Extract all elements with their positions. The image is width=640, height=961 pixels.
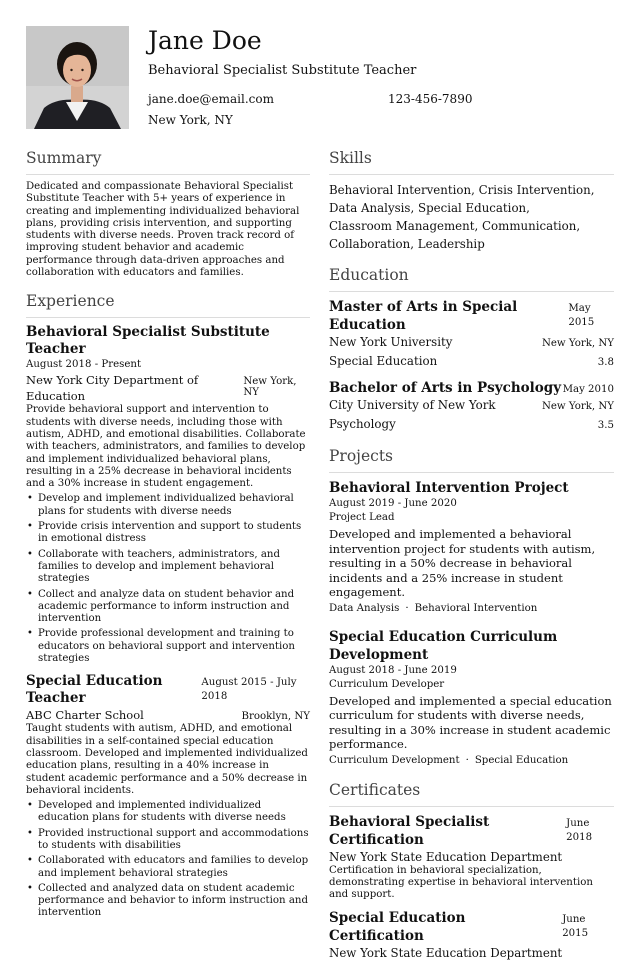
certificate-description: Certification in behavioral specialization, demonstrating expertise in behavioral intervention and support. (329, 864, 593, 901)
project-tag: Data Analysis (329, 602, 400, 614)
project-dates: August 2018 - June 2019 (329, 664, 457, 676)
job-description: Provide behavioral support and intervention to students with diverse needs, including those with autism, ADHD, and emotional disabilities. Collaborate with teachers, administrators, and families to develop and implement individualized behavioral plans, resulting in a 25% decrease in behavioral incidents and a 30% increase in student engagement. (26, 404, 306, 490)
certificate-name: Behavioral Specialist Certification (329, 813, 490, 848)
job-location: Brooklyn, NY (241, 711, 310, 723)
person-portrait-icon (26, 26, 129, 129)
project-dates: August 2019 - June 2020 (329, 498, 457, 509)
bullet-item: • Develop and implement individualized behavioral plans for students with diverse needs (38, 493, 310, 518)
tag-separator: · (405, 602, 409, 614)
summary-heading: Summary (26, 148, 310, 175)
phone-number: 123-456-7890 (388, 92, 473, 106)
project-description: Developed and implemented a behavioral intervention project for students with autism, resulting in a 50% decrease in behavioral incidents and a 25% increase in student engagement. (329, 527, 596, 599)
project-role: Project Lead (329, 512, 395, 523)
job-location: New York, NY (243, 376, 297, 399)
bullet-item: • Provided instructional support and accommodations to students with disabilities (38, 828, 310, 853)
candidate-name: Jane Doe (148, 26, 262, 55)
job-title: Behavioral Specialist Substitute Teacher (26, 324, 270, 358)
project-item (329, 479, 614, 616)
job-bullets (26, 493, 310, 665)
job-dates: August 2015 - July 2018 (201, 677, 297, 703)
bullet-item: • Collaborated with educators and families to develop and implement behavioral strategies (38, 855, 310, 880)
skills-list (329, 181, 614, 253)
education-item (329, 298, 614, 371)
certificate-issuer: New York State Education Department (329, 849, 563, 864)
bullet-item: • Collect and analyze data on student behavior and academic performance to inform instruction and intervention (38, 589, 310, 626)
gpa-value: 3.8 (597, 356, 614, 368)
certificate-issuer: New York State Education Department (329, 946, 563, 961)
bullet-item: • Developed and implemented individualized education plans for students with diverse needs (38, 800, 310, 825)
candidate-location: New York, NY (148, 113, 233, 127)
job-organization: ABC Charter School (26, 708, 144, 723)
skills-line: Collaboration, Leadership (329, 237, 485, 251)
degree-name: Master of Arts in Special Education (329, 299, 518, 333)
candidate-title: Behavioral Specialist Substitute Teacher (148, 63, 417, 78)
certificate-date: June 2015 (562, 914, 589, 940)
bullet-item: • Collected and analyzed data on student academic performance and behavior to inform instruction and intervention (38, 883, 310, 920)
tag-separator: · (465, 754, 469, 766)
degree-date: May 2015 (568, 303, 595, 328)
skills-line: Behavioral Intervention, Crisis Intervention, (329, 183, 595, 197)
field-of-study: Special Education (329, 353, 438, 368)
school-name: New York University (329, 335, 453, 349)
job-dates: August 2018 - Present (26, 359, 142, 371)
gpa-value: 3.5 (597, 419, 614, 431)
project-tag: Behavioral Intervention (414, 602, 538, 614)
right-column (329, 148, 614, 961)
project-description: Developed and implemented a special education curriculum for students with diverse needs, resulting in a 30% increase in student academic performance. (329, 693, 612, 751)
project-name: Special Education Curriculum Development (329, 628, 558, 663)
education-heading: Education (329, 265, 614, 292)
email-address: jane.doe@email.com (148, 92, 274, 106)
project-role: Curriculum Developer (329, 678, 445, 690)
certificate-date: June 2018 (566, 817, 593, 843)
project-tags (329, 754, 614, 768)
project-name: Behavioral Intervention Project (329, 480, 569, 496)
certificate-name: Special Education Certification (329, 910, 466, 945)
project-tags (329, 602, 614, 616)
school-name: City University of New York (329, 398, 496, 412)
degree-name: Bachelor of Arts in Psychology (329, 380, 562, 396)
bullet-item: • Provide professional development and training to educators on behavioral support and intervention strategies (38, 628, 310, 665)
project-item (329, 628, 614, 768)
bullet-item: • Collaborate with teachers, administrators, and families to develop and implement behavioral strategies (38, 549, 310, 586)
field-of-study: Psychology (329, 416, 396, 431)
job-bullets (26, 800, 310, 920)
project-tag: Curriculum Development (329, 754, 460, 766)
left-column (26, 148, 310, 923)
experience-heading: Experience (26, 291, 310, 318)
education-item (329, 379, 614, 434)
profile-photo (26, 26, 129, 129)
skills-heading: Skills (329, 148, 614, 175)
certificate-item (329, 909, 614, 961)
certificate-item (329, 813, 614, 902)
job-organization: New York City Department of Education (26, 373, 199, 404)
projects-heading: Projects (329, 446, 614, 473)
experience-item (26, 673, 310, 919)
summary-text: Dedicated and compassionate Behavioral Specialist Substitute Teacher with 5+ years of experience in creating and implementing individualized behavioral plans, providing crisis intervention, and supporting students with diverse needs. Proven track record of improving student behavior and academic performance through data-driven approaches and collaboration with educators and families. (26, 181, 300, 279)
bullet-item: • Provide crisis intervention and support to students in emotional distress (38, 521, 310, 546)
degree-date: May 2010 (562, 384, 614, 395)
project-tag: Special Education (474, 754, 569, 766)
skills-line: Data Analysis, Special Education, (329, 201, 530, 215)
certificates-heading: Certificates (329, 780, 614, 807)
school-location: New York, NY (541, 338, 614, 349)
job-title: Special Education Teacher (26, 673, 163, 707)
job-description: Taught students with autism, ADHD, and emotional disabilities in a self-contained special education classroom. Developed and implemented individualized education plans, resulting in a 40% increase in student academic performance and a 50% decrease in behavioral incidents. (26, 723, 308, 796)
experience-item (26, 324, 310, 665)
school-location: New York, NY (541, 401, 614, 412)
skills-line: Classroom Management, Communication, (329, 219, 581, 233)
